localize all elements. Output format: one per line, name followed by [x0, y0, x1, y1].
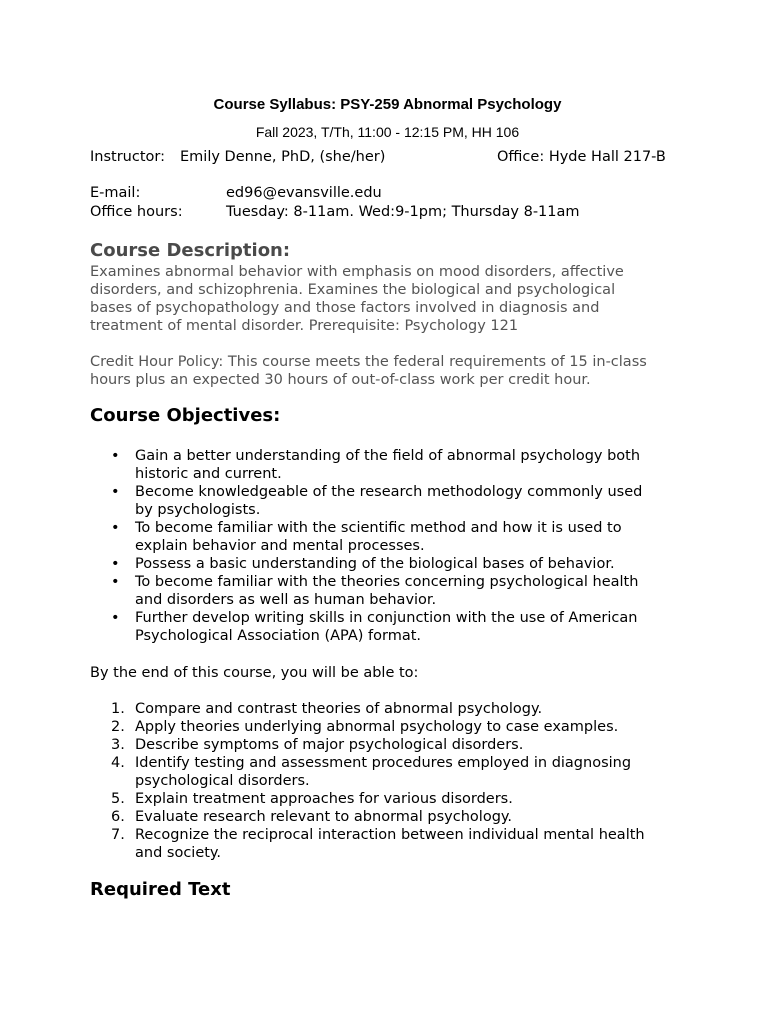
list-item: 7. Recognize the reciprocal interaction between individual mental health and society.: [111, 827, 645, 861]
bullet-icon: •: [111, 448, 120, 464]
list-number: 6.: [111, 809, 125, 825]
instructor-name: Emily Denne, PhD, (she/her): [180, 149, 386, 165]
list-item: • Gain a better understanding of the field of abnormal psychology both historic and current.: [111, 448, 641, 482]
list-item: • To become familiar with the scientific method and how it is used to explain behavior and mental processes.: [111, 520, 622, 554]
bullet-icon: •: [111, 520, 120, 536]
credit-hour-policy: [90, 353, 680, 389]
email-label: E-mail:: [90, 185, 141, 201]
list-number: 7.: [111, 827, 125, 843]
list-item: 5. Explain treatment approaches for various disorders.: [111, 791, 513, 807]
list-number: 2.: [111, 719, 125, 735]
list-item: • To become familiar with the theories concerning psychological health and disorders as well as human behavior.: [111, 574, 639, 608]
required-text-heading: Required Text: [90, 879, 231, 900]
text-line: treatment of mental disorder. Prerequisite: Psychology 121: [90, 318, 519, 334]
list-item: 3. Describe symptoms of major psychological disorders.: [111, 737, 524, 753]
instructor-label: Instructor:: [90, 149, 165, 165]
list-item: • Further develop writing skills in conjunction with the use of American Psychological Association (APA) format.: [111, 610, 638, 644]
list-item: • Become knowledgeable of the research methodology commonly used by psychologists.: [111, 484, 643, 518]
email-address[interactable]: ed96@evansville.edu: [226, 185, 382, 201]
course-description-heading: Course Description:: [90, 240, 291, 261]
office-location: Office: Hyde Hall 217-B: [497, 149, 666, 165]
outcomes-intro: By the end of this course, you will be able to:: [90, 665, 419, 681]
course-description-text: [90, 263, 680, 335]
course-schedule: Fall 2023, T/Th, 11:00 - 12:15 PM, HH 106: [255, 124, 520, 140]
bullet-icon: •: [111, 610, 120, 626]
objectives-list: [90, 447, 680, 645]
office-hours-row: [90, 203, 580, 221]
text-line: Examines abnormal behavior with emphasis on mood disorders, affective: [90, 264, 624, 280]
list-item: 1. Compare and contrast theories of abnormal psychology.: [111, 701, 543, 717]
text-line: hours plus an expected 30 hours of out-of-class work per credit hour.: [90, 372, 591, 388]
bullet-icon: •: [111, 484, 120, 500]
text-line: Credit Hour Policy: This course meets the federal requirements of 15 in-class: [90, 354, 647, 370]
list-number: 5.: [111, 791, 125, 807]
page-title: Course Syllabus: PSY-259 Abnormal Psychology: [213, 96, 562, 113]
text-line: bases of psychopathology and those factors involved in diagnosis and: [90, 300, 600, 316]
text-line: disorders, and schizophrenia. Examines the biological and psychological: [90, 282, 616, 298]
list-item: 6. Evaluate research relevant to abnormal psychology.: [111, 809, 513, 825]
office-hours-value: Tuesday: 8-11am. Wed:9-1pm; Thursday 8-11am: [226, 204, 580, 220]
instructor-row: [90, 148, 385, 166]
course-objectives-heading: Course Objectives:: [90, 405, 281, 426]
list-item: 2. Apply theories underlying abnormal psychology to case examples.: [111, 719, 619, 735]
list-number: 3.: [111, 737, 125, 753]
bullet-icon: •: [111, 556, 120, 572]
list-item: 4. Identify testing and assessment procedures employed in diagnosing psychological disorders.: [111, 755, 632, 789]
outcomes-list: [90, 700, 680, 862]
list-item: • Possess a basic understanding of the biological bases of behavior.: [111, 556, 615, 572]
bullet-icon: •: [111, 574, 120, 590]
list-number: 4.: [111, 755, 125, 771]
office-hours-label: Office hours:: [90, 204, 183, 220]
list-number: 1.: [111, 701, 125, 717]
email-row: [90, 184, 382, 202]
